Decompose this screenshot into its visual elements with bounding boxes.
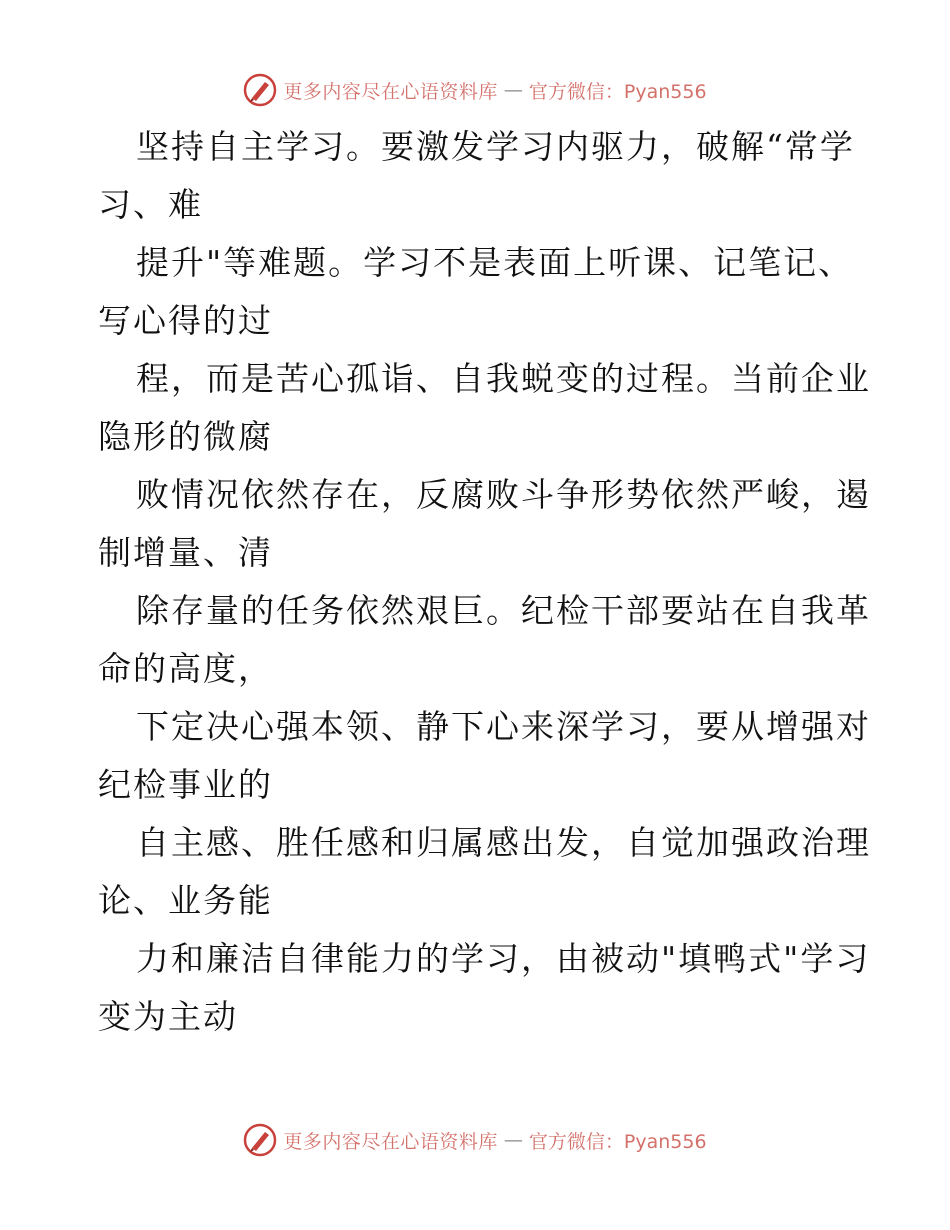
- text-line: 提升"等难题。学习不是表面上听课、记笔记、: [136, 243, 854, 282]
- text-line: 命的高度，: [98, 649, 273, 688]
- pen-logo-icon: [243, 73, 277, 107]
- watermark-contact-text: 官方微信：Pyan556: [528, 80, 707, 103]
- text-line: 败情况依然存在，反腐败斗争形势依然严峻，遏: [136, 475, 871, 514]
- text-line: 纪检事业的: [98, 765, 273, 804]
- document-body: [98, 118, 871, 1046]
- footer-watermark: [0, 1120, 950, 1160]
- header-watermark: [0, 70, 950, 110]
- text-line: 程，而是苦心孤诣、自我蜕变的过程。当前企业: [136, 359, 871, 398]
- text-line: 隐形的微腐: [98, 417, 273, 456]
- watermark-main-text: 更多内容尽在心语资料库: [283, 80, 498, 103]
- watermark-contact-text: 官方微信：Pyan556: [528, 1130, 707, 1153]
- watermark-main-text: 更多内容尽在心语资料库: [283, 1130, 498, 1153]
- text-line: 坚持自主学习。要激发学习内驱力，破解“常学: [136, 127, 855, 166]
- text-line: 制增量、清: [98, 533, 273, 572]
- text-line: 变为主动: [98, 997, 238, 1036]
- pen-logo-icon: [243, 1123, 277, 1157]
- text-line: 习、难: [98, 185, 203, 224]
- text-line: 自主感、胜任感和归属感出发，自觉加强政治理: [136, 823, 871, 862]
- watermark-separator: —: [503, 1129, 523, 1151]
- watermark-separator: —: [503, 79, 523, 101]
- text-line: 论、业务能: [98, 881, 273, 920]
- text-line: 写心得的过: [98, 301, 273, 340]
- text-line: 除存量的任务依然艰巨。纪检干部要站在自我革: [136, 591, 871, 630]
- text-line: 力和廉洁自律能力的学习，由被动"填鸭式"学习: [136, 939, 871, 978]
- text-line: 下定决心强本领、静下心来深学习，要从增强对: [136, 707, 871, 746]
